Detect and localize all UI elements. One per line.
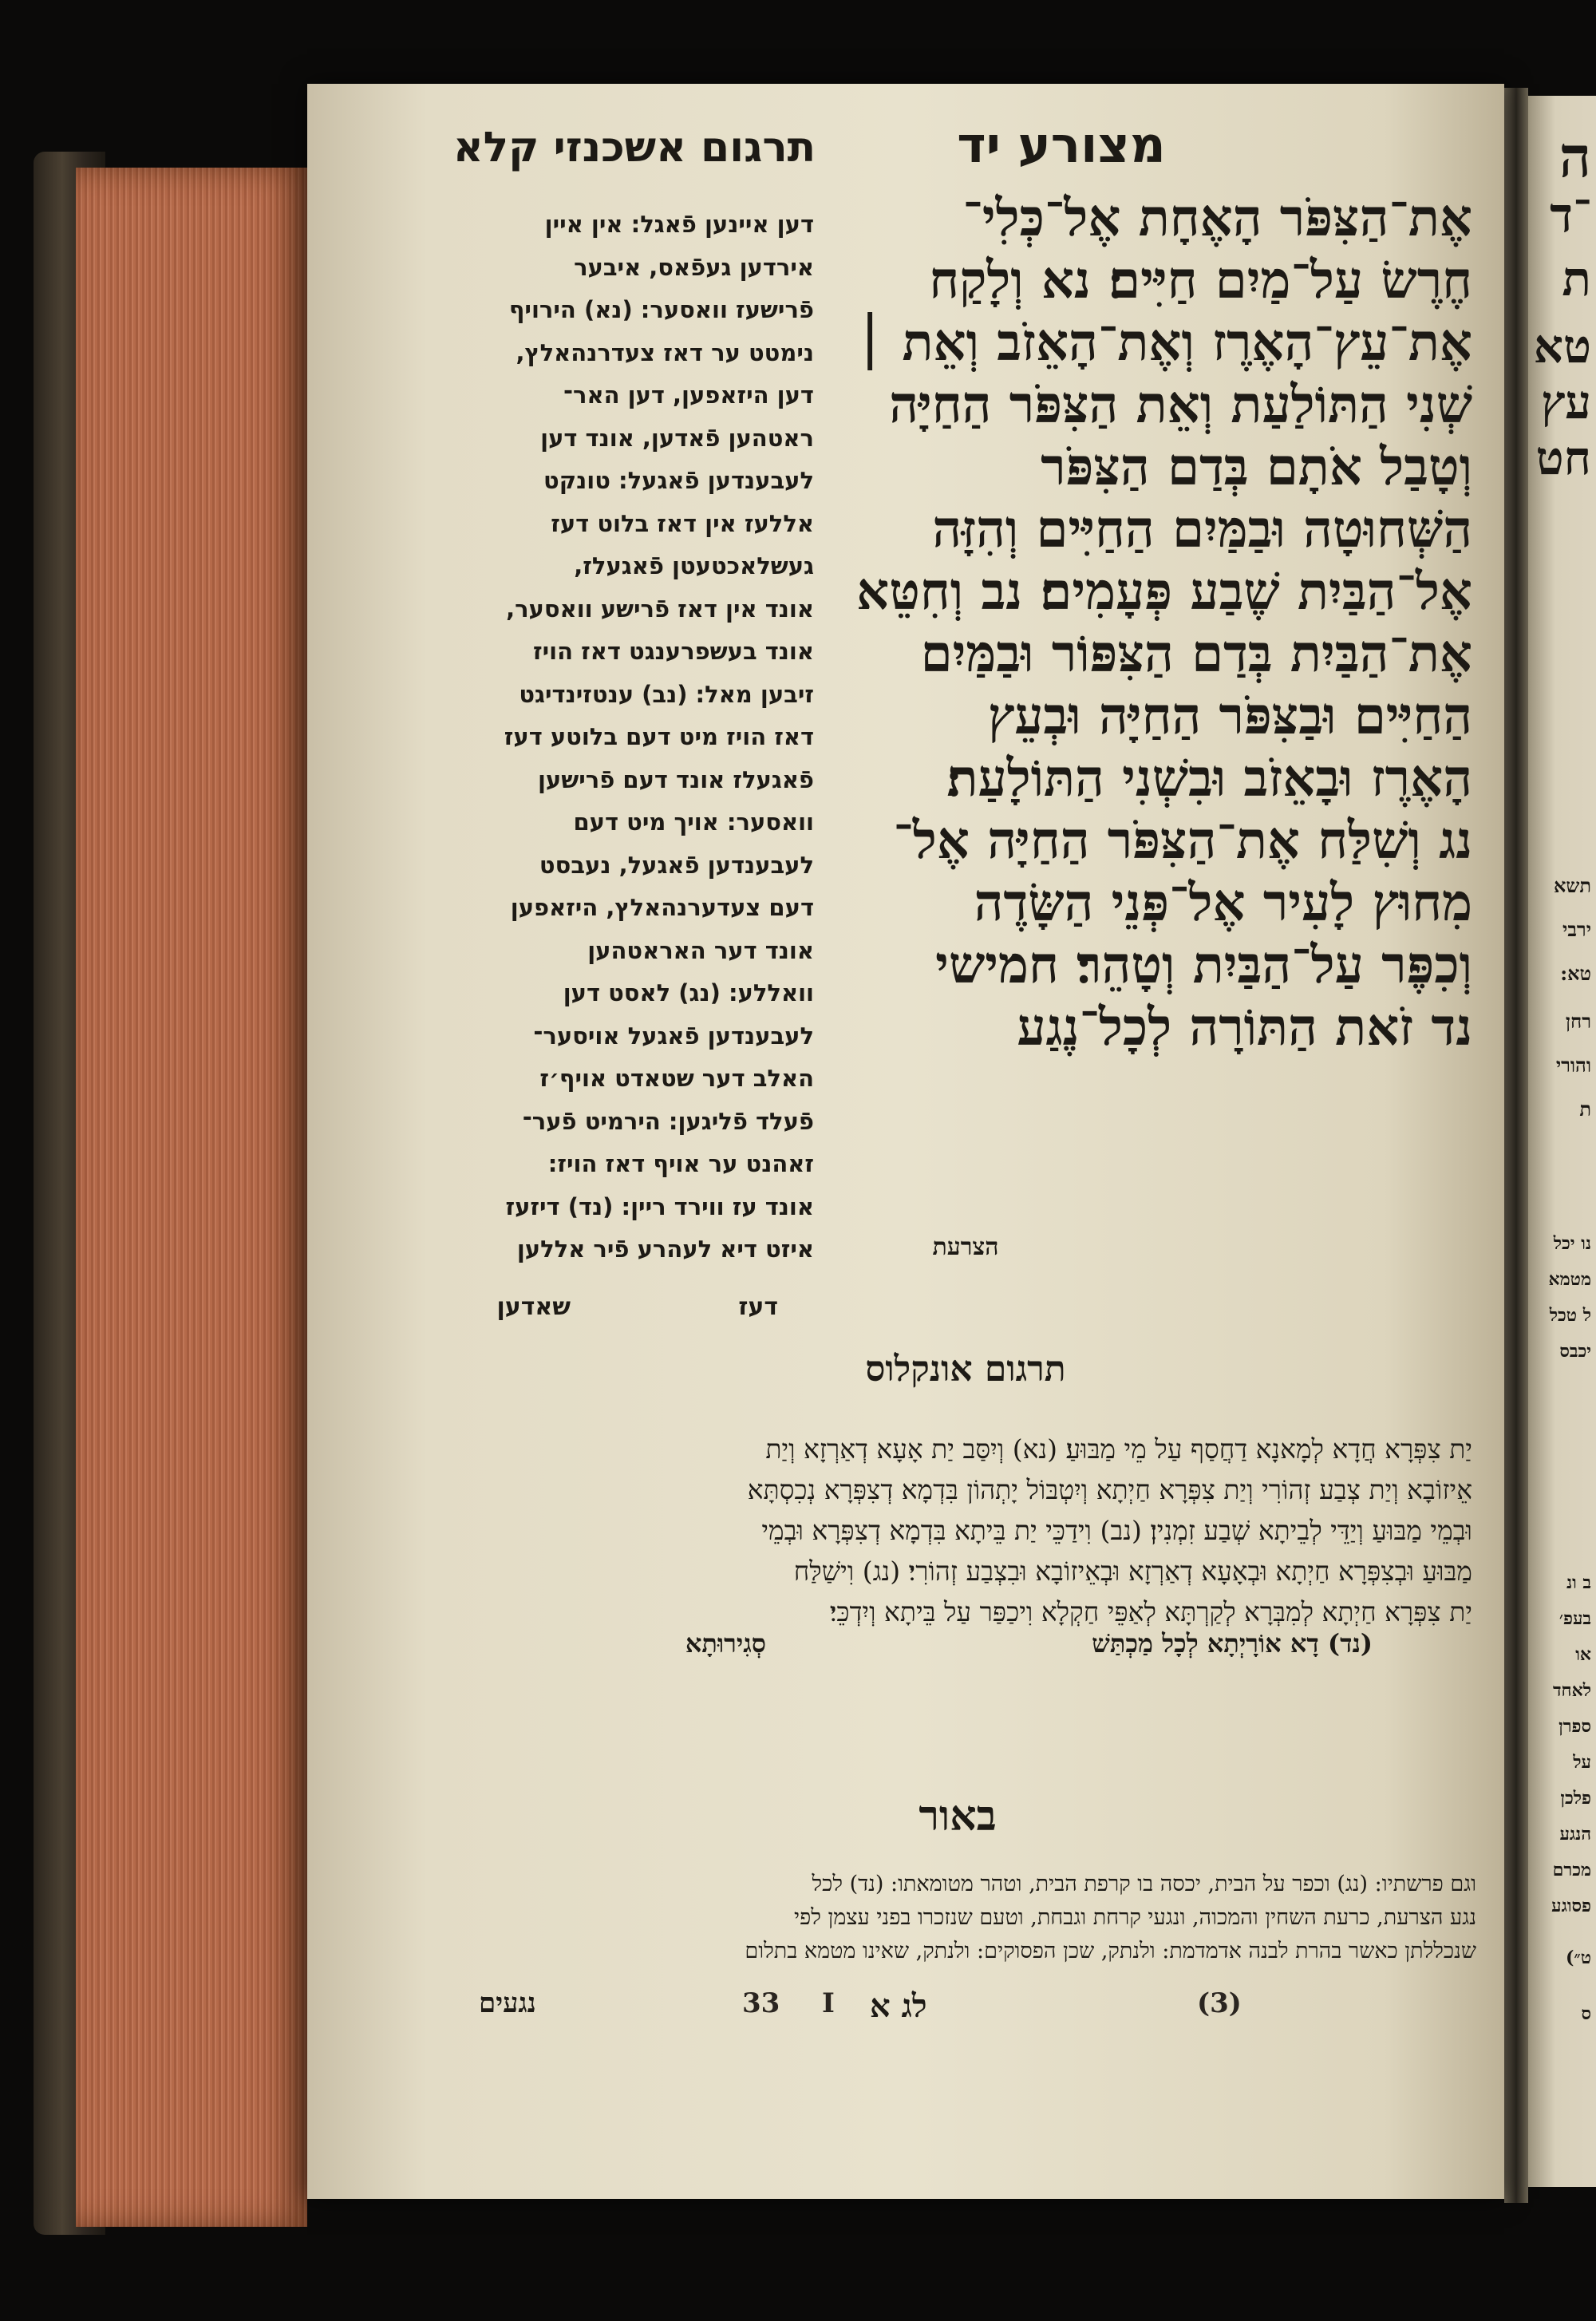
catchword-left: שאדען bbox=[496, 1293, 571, 1321]
text-line: מַבּוּעַ וּבְצִפְּרָא חַיְתָא וּבְאָעָא דְאַרְזָא וּבְאֵיזוֹבָא וּבִצְבַע זְהוֹרִי׃ (נג) וִישַׁלַּח bbox=[793, 1556, 1472, 1587]
book-gutter bbox=[1504, 88, 1528, 2203]
text-line: הַשְּׁחוּטָה וּבַמַּיִם הַחַיִּים וְהִזָּה bbox=[932, 500, 1472, 559]
facing-text: הנגע bbox=[1559, 1824, 1591, 1845]
text-line: אונד אין דאז פֿרישע וואסער, bbox=[506, 595, 814, 623]
text-line: אונד עז ווירד ריין: (נד) דיזעז bbox=[505, 1192, 814, 1220]
text-line: חֶרֶשׂ עַל־מַיִם חַיִּים׃ נא וְלָקַח bbox=[929, 251, 1472, 310]
facing-text: תשא bbox=[1553, 874, 1591, 897]
text-line: אללעז אין דאז בלוט דעז bbox=[551, 509, 814, 537]
text-line: הָאֶרֶז וּבָאֵזֹב וּבִשְׁנִי הַתּוֹלָעַת׃ bbox=[946, 749, 1472, 809]
footer-number: (3) bbox=[1197, 1987, 1242, 2019]
text-line: אֶת־עֵץ־הָאֶרֶז וְאֶת־הָאֵזֹב וְאֵת ׀ bbox=[855, 313, 1472, 373]
text-line: אירדען געפֿאס, איבער bbox=[574, 253, 814, 281]
text-line: איזט דיא לעהרע פֿיר אללען bbox=[516, 1236, 814, 1263]
text-line: פֿעלד פֿליגען: הירמיט פֿער־ bbox=[522, 1107, 814, 1135]
text-line: אֶל־הַבַּיִת שֶׁבַע פְּעָמִים׃ נב וְחִטֵּא bbox=[856, 562, 1472, 622]
facing-text: טא bbox=[1533, 319, 1591, 374]
facing-text: ב ונ bbox=[1566, 1572, 1591, 1593]
text-line: אֵיזוֹבָא וְיַת צְבַע זְהוֹרִי וְיַת צִפְּרָא חַיְתָא וְיִטְבּוֹל יָתְהוֹן בִּדְמָא דְצִפְּרָא נְכִסְתָּא bbox=[747, 1474, 1472, 1505]
facing-text: ספרן bbox=[1558, 1716, 1591, 1737]
facing-text: לאחד bbox=[1552, 1680, 1591, 1701]
facing-text: ה bbox=[1558, 124, 1591, 190]
text-line: נג וְשִׁלַּח אֶת־הַצִּפֹּר הַחַיָּה אֶל־ bbox=[893, 811, 1472, 871]
facing-text: ת bbox=[1562, 251, 1591, 307]
text-line: זיבען מאל: (נב) ענטזינדיגט bbox=[519, 680, 814, 708]
facing-text: מכרם bbox=[1552, 1860, 1591, 1880]
yiddish-translation-column bbox=[439, 204, 814, 1305]
text-line: לעבענדען פֿאגעל אויסער־ bbox=[533, 1022, 814, 1050]
facing-text: ת bbox=[1579, 1097, 1591, 1121]
facing-text: ־ד bbox=[1550, 188, 1591, 243]
facing-text: מטמא bbox=[1548, 1269, 1591, 1290]
facing-text: ט״) bbox=[1565, 1947, 1591, 1968]
text-line: דעם צעדערנהאלץ, היזאפען bbox=[510, 894, 814, 921]
text-line: פֿרישעז וואסער: (נא) הירויף bbox=[508, 296, 814, 323]
facing-text: ל טכל bbox=[1549, 1305, 1591, 1326]
text-line: שנכללתן כאשר בהרת לבנה אדמדמת: ולנתק, שכן הפסוקים: ולנתק, שאינו מטמא בתלום bbox=[745, 1939, 1476, 1963]
facing-text: פלכן bbox=[1560, 1788, 1591, 1809]
footer-signature: לג א bbox=[870, 1987, 927, 2025]
facing-text: או bbox=[1575, 1644, 1591, 1665]
facing-text: ירבי bbox=[1562, 918, 1591, 941]
biur-commentary bbox=[455, 1868, 1476, 1995]
text-line: נימטט ער דאז צעדרנהאלץ, bbox=[516, 338, 814, 366]
catchword-right: דעז bbox=[738, 1293, 778, 1321]
facing-page bbox=[1528, 96, 1596, 2187]
page-footer bbox=[479, 1987, 1381, 2027]
running-head-title: תרגום אשכנזי קלא bbox=[452, 124, 816, 172]
text-line: דען איינען פֿאגל: אין איין bbox=[544, 211, 814, 238]
onkelos-catchword: סְגִירוּתָא bbox=[685, 1628, 766, 1659]
facing-text: נו יכל bbox=[1553, 1233, 1591, 1254]
text-line: אונד בעשפרענגט דאז הויז bbox=[533, 638, 814, 665]
facing-text: טא: bbox=[1560, 962, 1591, 985]
text-line: וְטָבַל אֹתָם בְּדַם הַצִּפֹּר bbox=[1041, 437, 1472, 497]
text-line: יַת צִפְּרָא חֲדָא לְמָאנָא דַחֲסַף עַל מֵי מַבּוּעַ׃ (נא) וְיִסַּב יַת אָעָא דְאַרְזָא וְיַת bbox=[765, 1433, 1472, 1465]
facing-text: והורי bbox=[1555, 1054, 1591, 1077]
text-line: פֿאגעלז אונד דעם פֿרישען bbox=[537, 765, 814, 793]
text-line: אֶת־הַבַּיִת בְּדַם הַצִּפּוֹר וּבַמַּיִם bbox=[920, 624, 1472, 684]
facing-text: חט bbox=[1535, 431, 1591, 485]
facing-text: יכבס bbox=[1559, 1341, 1591, 1362]
text-line: וּבְמֵי מַבּוּעַ וְיַדֵּי לְבֵיתָא שְׁבַע זִמְנִין׃ (נב) וִידַכֵּי יַת בֵּיתָא בִּדְמָא דְצִפְּרָא וּבְמֵי bbox=[761, 1515, 1472, 1546]
catchword: הצרעת bbox=[932, 1233, 999, 1261]
text-line: ראטהען פֿאדען, אונד דען bbox=[540, 424, 814, 452]
text-line: וְכִפֶּר עַל־הַבַּיִת וְטָהֵר׃ חמישי bbox=[935, 935, 1472, 995]
facing-text: פסוגע bbox=[1551, 1896, 1591, 1916]
text-line: מִחוּץ לָעִיר אֶל־פְּנֵי הַשָּׂדֶה bbox=[974, 873, 1472, 933]
text-line: דאז הויז מיט דעם בלוטע דעז bbox=[504, 723, 814, 750]
text-line: נד זֹאת הַתּוֹרָה לְכָל־נֶגַע bbox=[1017, 998, 1472, 1058]
running-head-parsha: מצורע יד bbox=[957, 116, 1166, 174]
footer-number: 33 bbox=[742, 1987, 780, 2019]
text-line: נגע הצרעת, כרעת השחין והמכוה, ונגעי קרחת וגבחת, וטעם שנזכרו בפני עצמן לפי bbox=[794, 1905, 1476, 1930]
page-edges bbox=[76, 168, 307, 2227]
text-line: לעבענדען פֿאגעל, נעבסט bbox=[539, 851, 814, 879]
facing-text: ס bbox=[1581, 2003, 1591, 2024]
text-line: וגם פרשתיו: (נג) וכפר על הבית, יכסה בו קרפת הבית, וטהר מטומאתו: (נד) לכל bbox=[812, 1872, 1476, 1896]
text-line: הַחַיִּים וּבַצִּפֹּר הַחַיָּה וּבְעֵץ bbox=[987, 686, 1472, 746]
footer-number: I bbox=[822, 1987, 835, 2019]
torah-text bbox=[834, 188, 1472, 1249]
biur-heading: באור bbox=[918, 1792, 997, 1841]
text-line: אונד דער האראטהען bbox=[587, 936, 814, 964]
facing-text: בעפ׳ bbox=[1558, 1608, 1591, 1629]
text-line: לעבענדען פֿאגעל: טונקט bbox=[543, 467, 814, 494]
text-line: וואסער: אויך מיט דעם bbox=[573, 809, 814, 836]
text-line: יַת צִפְּרָא חַיְתָא לְמִבְּרָא לְקַרְתָּא לְאַפֵּי חַקְלָא וִיכַפַּר עַל בֵּיתָא וְיִדְכֵּי׃ bbox=[829, 1596, 1472, 1627]
text-line: שְׁנִי הַתּוֹלַעַת וְאֵת הַצִּפֹּר הַחַיָּה bbox=[889, 375, 1472, 435]
onkelos-heading: תרגום אונקלוס bbox=[865, 1349, 1066, 1390]
facing-text: על bbox=[1573, 1752, 1591, 1773]
text-line: דען היזאפען, דען האר־ bbox=[563, 382, 814, 409]
text-line: האלב דער שטאדט אויף׳ז bbox=[539, 1065, 814, 1092]
text-line: זאהנט ער אויף דאז הויז: bbox=[547, 1150, 814, 1177]
text-line: וואללע: (נג) לאסט דען bbox=[563, 979, 814, 1006]
text-line: אֶת־הַצִּפֹּר הָאֶחָת אֶל־כְּלִי־ bbox=[962, 188, 1472, 248]
footer-signature-word: נגעים bbox=[479, 1987, 536, 2019]
text-line: געשלאכטעטן פֿאגעלז, bbox=[574, 552, 814, 579]
facing-text: רחן bbox=[1565, 1010, 1591, 1033]
onkelos-verse-54: (נד) דָא אוֹרָיְתָא לְכָל מַכְתַּשׁ bbox=[1092, 1628, 1373, 1659]
facing-text: עץ bbox=[1540, 375, 1591, 429]
